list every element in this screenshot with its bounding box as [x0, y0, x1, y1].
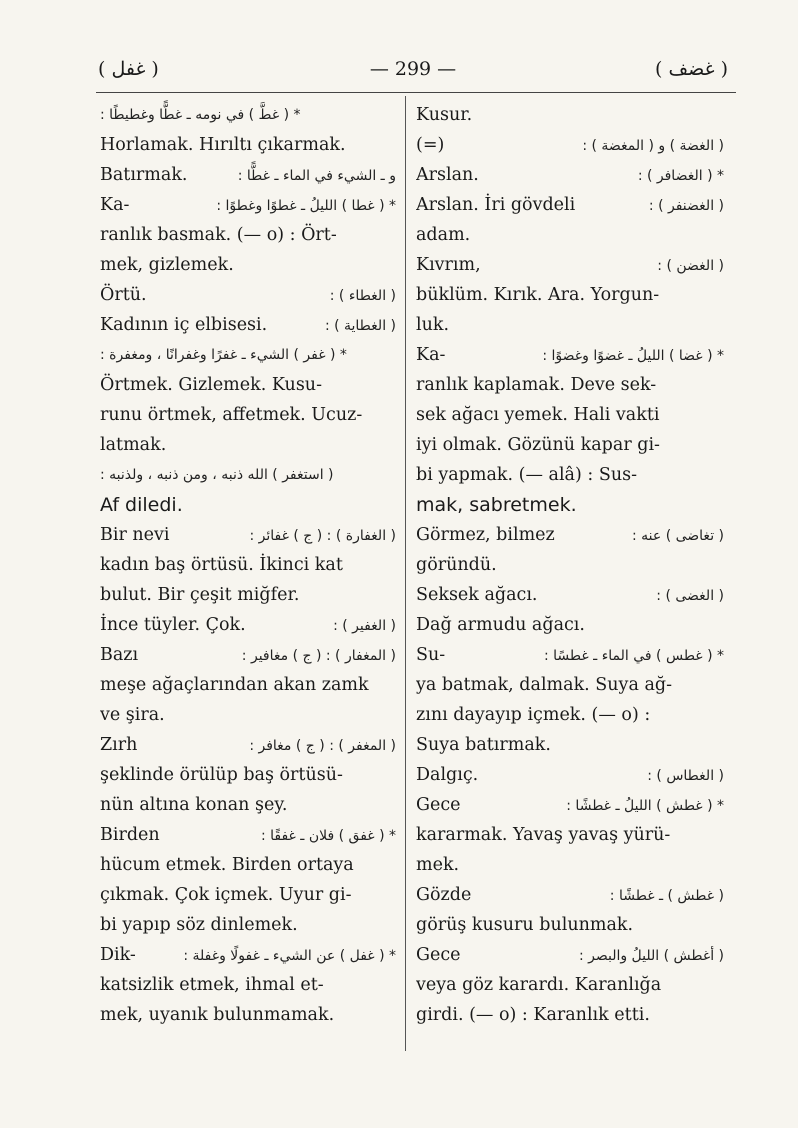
- entry-line: [416, 730, 724, 760]
- page-header: [98, 58, 728, 86]
- entry-line: [100, 160, 396, 190]
- arabic-headword: ( الغطاية ) :: [324, 318, 396, 334]
- entry-line: [416, 610, 724, 640]
- entry-line: [100, 310, 396, 340]
- page-number: — 299 —: [369, 58, 457, 80]
- turkish-text: zını dayayıp içmek. (— o) :: [416, 705, 651, 725]
- entry-line: [416, 970, 724, 1000]
- entry-line: [100, 970, 396, 1000]
- entry-line: [100, 910, 396, 940]
- entry-line: [100, 490, 396, 520]
- turkish-text: Batırmak.: [100, 165, 188, 185]
- arabic-headword: ( الغضنفر ) :: [648, 198, 724, 214]
- arabic-headword: ( الغضى ) :: [656, 588, 724, 604]
- entry-line: [416, 250, 724, 280]
- turkish-text: Arslan.: [416, 165, 479, 185]
- arabic-headword: ( استغفر ) الله ذنبه ، ومن ذنبه ، ولذنبه :: [100, 467, 334, 483]
- entry-line: [416, 430, 724, 460]
- turkish-text: Gözde: [416, 885, 472, 905]
- arabic-headword: ( غطش ) ـ غطشًا :: [609, 888, 724, 904]
- turkish-text: meşe ağaçlarından akan zamk: [100, 675, 369, 695]
- entry-line: [100, 430, 396, 460]
- turkish-text: Af diledi.: [100, 494, 183, 516]
- turkish-text: Gece: [416, 945, 461, 965]
- turkish-text: bi yapıp söz dinlemek.: [100, 915, 298, 935]
- turkish-text: Örtmek. Gizlemek. Kusu-: [100, 375, 322, 395]
- header-right-guide-word: ( غضف ): [655, 58, 728, 80]
- arabic-headword: * ( غفق ) فلان ـ غفقًا :: [260, 828, 396, 844]
- entry-line: [100, 340, 396, 370]
- arabic-headword: ( الغفارة ) : ( ج ) غفائر :: [249, 528, 396, 544]
- turkish-text: bulut. Bir çeşit miğfer.: [100, 585, 300, 605]
- arabic-headword: ( الغفير ) :: [333, 618, 396, 634]
- turkish-text: Örtü.: [100, 285, 147, 305]
- entry-line: [100, 760, 396, 790]
- turkish-text: adam.: [416, 225, 471, 245]
- entry-line: [416, 160, 724, 190]
- turkish-text: Suya batırmak.: [416, 735, 551, 755]
- entry-line: [416, 880, 724, 910]
- turkish-text: Kadının iç elbisesi.: [100, 315, 268, 335]
- arabic-headword: * ( غفر ) الشيء ـ غفرًا وغفرانًا ، ومغفرة :: [100, 347, 347, 363]
- entry-line: [416, 940, 724, 970]
- turkish-text: veya göz karardı. Karanlığa: [416, 975, 662, 995]
- entry-line: [100, 220, 396, 250]
- entry-line: [416, 580, 724, 610]
- turkish-text: mek, gizlemek.: [100, 255, 234, 275]
- entry-line: [416, 400, 724, 430]
- turkish-text: Dik-: [100, 945, 136, 965]
- turkish-text: Seksek ağacı.: [416, 585, 538, 605]
- turkish-text: mak, sabretmek.: [416, 494, 577, 516]
- entry-line: [100, 580, 396, 610]
- turkish-text: Ka-: [416, 345, 446, 365]
- entry-line: [100, 700, 396, 730]
- turkish-text: Bir nevi: [100, 525, 170, 545]
- turkish-text: runu örtmek, affetmek. Ucuz-: [100, 405, 363, 425]
- turkish-text: nün altına konan şey.: [100, 795, 288, 815]
- turkish-text: Kusur.: [416, 105, 473, 125]
- turkish-text: büklüm. Kırık. Ara. Yorgun-: [416, 285, 660, 305]
- header-rule: [96, 92, 736, 93]
- arabic-headword: * ( الغضافر ) :: [637, 168, 724, 184]
- arabic-headword: ( المغفر ) : ( ج ) مغافر :: [249, 738, 396, 754]
- turkish-text: ranlık basmak. (— o) : Ört-: [100, 225, 337, 245]
- entry-line: [416, 820, 724, 850]
- turkish-text: mek.: [416, 855, 460, 875]
- entry-line: [100, 550, 396, 580]
- entry-line: [100, 250, 396, 280]
- turkish-text: göründü.: [416, 555, 497, 575]
- turkish-text: çıkmak. Çok içmek. Uyur gi-: [100, 885, 352, 905]
- turkish-text: Horlamak. Hırıltı çıkarmak.: [100, 135, 346, 155]
- turkish-text: İnce tüyler. Çok.: [100, 615, 246, 635]
- arabic-headword: * ( غطس ) في الماء ـ غطسًا :: [543, 648, 724, 664]
- entry-line: [416, 190, 724, 220]
- entry-line: [416, 130, 724, 160]
- entry-line: [416, 280, 724, 310]
- arabic-headword: ( الغضن ) :: [657, 258, 724, 274]
- header-left-guide-word: ( غفل ): [98, 58, 159, 80]
- entry-line: [100, 460, 396, 490]
- entry-line: [100, 820, 396, 850]
- turkish-text: Kıvrım,: [416, 255, 481, 275]
- entry-line: [100, 670, 396, 700]
- entry-line: [100, 790, 396, 820]
- turkish-text: Arslan. İri gövdeli: [416, 195, 576, 215]
- turkish-text: iyi olmak. Gözünü kapar gi-: [416, 435, 660, 455]
- turkish-text: Ka-: [100, 195, 130, 215]
- turkish-text: luk.: [416, 315, 450, 335]
- entry-line: [416, 310, 724, 340]
- arabic-headword: ( الغطاء ) :: [329, 288, 396, 304]
- entry-line: [416, 760, 724, 790]
- entry-line: [416, 790, 724, 820]
- entry-line: [100, 940, 396, 970]
- turkish-text: ya batmak, dalmak. Suya ağ-: [416, 675, 672, 695]
- entry-line: [416, 100, 724, 130]
- entry-line: [100, 520, 396, 550]
- entry-line: [100, 880, 396, 910]
- entry-line: [416, 460, 724, 490]
- turkish-text: girdi. (— o) : Karanlık etti.: [416, 1005, 650, 1025]
- turkish-text: şeklinde örülüp baş örtüsü-: [100, 765, 343, 785]
- turkish-text: bi yapmak. (— alâ) : Sus-: [416, 465, 637, 485]
- entry-line: [416, 670, 724, 700]
- entry-line: [416, 550, 724, 580]
- entry-line: [100, 850, 396, 880]
- arabic-headword: * ( غضا ) الليلُ ـ غضوًا وغضوًا :: [542, 348, 724, 364]
- turkish-text: Zırh: [100, 735, 138, 755]
- entry-line: [416, 220, 724, 250]
- entry-line: [100, 610, 396, 640]
- left-column: [100, 100, 396, 1030]
- entry-line: [416, 340, 724, 370]
- arabic-headword: ( الغضة ) و ( المغضة ) :: [582, 138, 724, 154]
- turkish-text: ranlık kaplamak. Deve sek-: [416, 375, 657, 395]
- entry-line: [416, 1000, 724, 1030]
- arabic-headword: ( أغطش ) الليلُ والبصر :: [578, 948, 724, 964]
- entry-line: [416, 370, 724, 400]
- entry-line: [100, 100, 396, 130]
- turkish-text: katsizlik etmek, ihmal et-: [100, 975, 324, 995]
- turkish-text: Su-: [416, 645, 446, 665]
- turkish-text: hücum etmek. Birden ortaya: [100, 855, 354, 875]
- turkish-text: Bazı: [100, 645, 139, 665]
- turkish-text: (=): [416, 135, 445, 155]
- turkish-text: Görmez, bilmez: [416, 525, 555, 545]
- arabic-headword: و ـ الشيء في الماء ـ غطًّا :: [237, 168, 396, 184]
- turkish-text: sek ağacı yemek. Hali vakti: [416, 405, 660, 425]
- arabic-headword: * ( غطش ) الليلُ ـ غطشًا :: [566, 798, 724, 814]
- arabic-headword: ( المغفار ) : ( ج ) مغافير :: [241, 648, 396, 664]
- turkish-text: Dalgıç.: [416, 765, 479, 785]
- entry-line: [100, 1000, 396, 1030]
- entry-line: [100, 130, 396, 160]
- turkish-text: mek, uyanık bulunmamak.: [100, 1005, 335, 1025]
- turkish-text: Birden: [100, 825, 160, 845]
- column-divider: [405, 96, 406, 1051]
- entry-line: [416, 850, 724, 880]
- entry-line: [100, 280, 396, 310]
- entry-line: [100, 730, 396, 760]
- entry-line: [416, 520, 724, 550]
- entry-line: [100, 640, 396, 670]
- turkish-text: latmak.: [100, 435, 167, 455]
- entry-line: [100, 370, 396, 400]
- entry-line: [416, 700, 724, 730]
- entry-line: [100, 190, 396, 220]
- arabic-headword: ( تغاضى ) عنه :: [632, 528, 724, 544]
- turkish-text: kadın baş örtüsü. İkinci kat: [100, 555, 343, 575]
- turkish-text: kararmak. Yavaş yavaş yürü-: [416, 825, 671, 845]
- entry-line: [416, 490, 724, 520]
- right-column: [416, 100, 724, 1030]
- arabic-headword: * ( غطا ) الليلُ ـ غطوًا وغطوًا :: [216, 198, 396, 214]
- arabic-headword: * ( غفل ) عن الشيء ـ غفولًا وغفلة :: [183, 948, 396, 964]
- turkish-text: görüş kusuru bulunmak.: [416, 915, 634, 935]
- arabic-headword: ( الغطاس ) :: [647, 768, 724, 784]
- turkish-text: Gece: [416, 795, 461, 815]
- entry-line: [100, 400, 396, 430]
- entry-line: [416, 640, 724, 670]
- arabic-headword: * ( غطَّ ) في نومه ـ غطًّا وغطيطًا :: [100, 107, 301, 123]
- turkish-text: ve şira.: [100, 705, 165, 725]
- entry-line: [416, 910, 724, 940]
- turkish-text: Dağ armudu ağacı.: [416, 615, 585, 635]
